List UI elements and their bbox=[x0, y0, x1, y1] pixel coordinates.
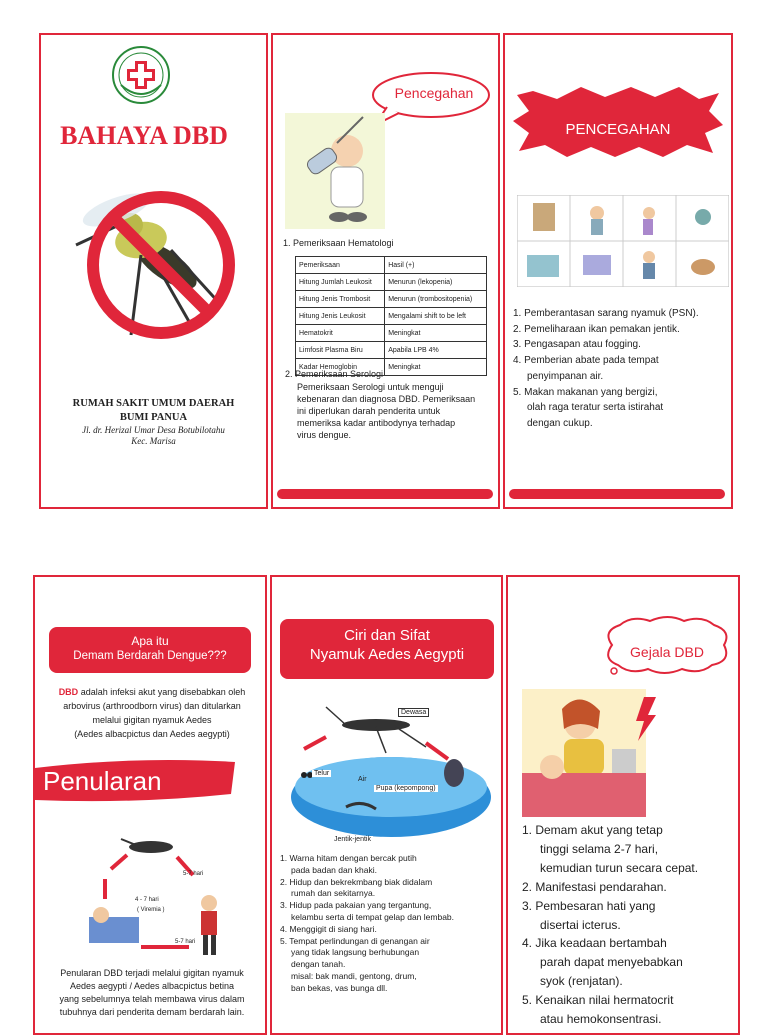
list-line: parah dapat menyebabkan bbox=[540, 955, 683, 970]
table-row bbox=[296, 342, 487, 359]
serology-text bbox=[297, 381, 497, 441]
prevention-grid bbox=[517, 195, 729, 287]
doctor-illustration bbox=[285, 113, 385, 229]
table-cell: Hitung Jenis Trombosit bbox=[296, 291, 385, 308]
lifecycle-illustration bbox=[286, 687, 496, 847]
list-line: Pemeriksaan Serologi untuk menguji bbox=[297, 382, 444, 392]
bubble-text: Pencegahan bbox=[394, 85, 474, 101]
prevention-list bbox=[513, 306, 733, 432]
list-line: syok (renjatan). bbox=[540, 974, 623, 989]
list-line: penyimpanan air. bbox=[527, 370, 604, 382]
symptoms-bubble-text: Gejala DBD bbox=[630, 644, 704, 660]
cycle-label-d: 5-7 hari bbox=[175, 939, 196, 945]
table-cell: Hitung Jenis Leukosit bbox=[296, 308, 385, 325]
list-line: kebenaran dan diagnosa DBD. Pemeriksaan bbox=[297, 394, 476, 404]
panel-prevention bbox=[503, 33, 733, 509]
burst-text: PENCEGAHAN bbox=[565, 121, 671, 138]
list-line: 5. Makan makanan yang bergizi, bbox=[513, 386, 658, 398]
cover-title: BAHAYA DBD bbox=[60, 121, 228, 150]
label-pupa: Pupa (kepompong) bbox=[376, 785, 436, 792]
list-line: yang sebelumnya telah membawa virus dalam bbox=[59, 994, 245, 1004]
table-cell: Kadar Hemoglobin bbox=[296, 359, 385, 376]
table-row bbox=[296, 291, 487, 308]
list-line: 1. Demam akut yang tetap bbox=[522, 823, 663, 837]
list-line: dengan cukup. bbox=[527, 417, 593, 429]
list-line: dengan tanah. bbox=[291, 959, 346, 970]
hematology-title: 1. Pemeriksaan Hematologi bbox=[283, 238, 394, 248]
list-line: 1. Pemberantasan sarang nyamuk (PSN). bbox=[513, 308, 699, 319]
hospital-logo bbox=[111, 45, 171, 105]
table-row bbox=[296, 274, 487, 291]
intro-line: melalui gigitan nyamuk Aedes bbox=[92, 715, 212, 725]
table-cell: Meningkat bbox=[385, 325, 487, 342]
table-cell: Meningkat bbox=[385, 359, 487, 376]
list-line: 2. Manifestasi pendarahan. bbox=[522, 879, 667, 894]
panel-footer-stripe bbox=[277, 489, 493, 499]
table-row bbox=[296, 257, 487, 274]
panel-footer-stripe bbox=[509, 489, 725, 499]
panel-symptoms bbox=[506, 575, 740, 1035]
traits-list bbox=[280, 853, 502, 995]
list-line: disertai icterus. bbox=[540, 917, 621, 932]
cycle-label-c: ( Viremia ) bbox=[137, 907, 165, 913]
list-line: 2. Hidup dan bekrekmbang biak didalam bbox=[280, 876, 433, 887]
table-cell: Pemeriksaan bbox=[296, 257, 385, 274]
table-cell: Limfosit Plasma Biru bbox=[296, 342, 385, 359]
traits-line1: Ciri dan Sifat bbox=[344, 627, 430, 644]
panel-what-is-dbd bbox=[33, 575, 267, 1035]
label-air: Air bbox=[358, 776, 367, 783]
sick-child-illustration bbox=[522, 689, 646, 817]
list-line: virus dengue. bbox=[297, 430, 352, 440]
cycle-label-b: 4 - 7 hari bbox=[135, 897, 159, 903]
label-jentik: Jentik-jentik bbox=[334, 836, 371, 843]
list-line: kelambu serta di tempat gelap dan lembab. bbox=[291, 911, 455, 922]
table-cell: Apabila LPB 4% bbox=[385, 342, 487, 359]
list-line: Aedes aegypti / Aedes albacpictus betina bbox=[69, 981, 235, 991]
penularan-title: Penularan bbox=[43, 766, 162, 796]
intro-line: adalah infeksi akut yang disebabkan oleh bbox=[78, 687, 246, 697]
hospital-name: RUMAH SAKIT UMUM DAERAH bbox=[72, 398, 235, 409]
list-line: 3. Hidup pada pakaian yang tergantung, bbox=[280, 900, 432, 911]
symptoms-list bbox=[522, 821, 738, 1029]
intro-line: arbovirus (arthroodborn virus) dan ditularkan bbox=[63, 701, 241, 711]
list-line: tinggi selama 2-7 hari, bbox=[540, 841, 659, 856]
list-line: ban bekas, vas bunga dll. bbox=[291, 982, 388, 993]
list-line: 5. Tempat perlindungan di genangan air bbox=[280, 935, 430, 946]
label-telur: Telur bbox=[314, 770, 330, 777]
list-line: 5. Kenaikan nilai hermatocrit bbox=[522, 993, 674, 1008]
list-line: pada badan dan khaki. bbox=[291, 864, 378, 875]
table-cell: Menurun (lekopenia) bbox=[385, 274, 487, 291]
list-line: 3. Pembesaran hati yang bbox=[522, 898, 656, 913]
list-line: kemudian turun secara cepat. bbox=[540, 860, 699, 875]
hospital-district: Kec. Marisa bbox=[131, 436, 176, 446]
panel-mosquito-traits bbox=[270, 575, 503, 1035]
table-cell: Hematokrit bbox=[296, 325, 385, 342]
panel-cover bbox=[39, 33, 268, 509]
no-mosquito-illustration bbox=[71, 185, 251, 345]
list-line: ini diperlukan darah penderita untuk bbox=[297, 406, 441, 416]
what-is-line2: Demam Berdarah Dengue??? bbox=[73, 650, 227, 662]
list-line: misal: bak mandi, gentong, drum, bbox=[291, 970, 417, 981]
list-line: memeriksa kadar antibodynya terhadap bbox=[297, 418, 456, 428]
label-dewasa: Dewasa bbox=[398, 708, 429, 717]
hematology-table bbox=[295, 256, 487, 376]
table-cell: Menurun (trombositopenia) bbox=[385, 291, 487, 308]
list-line: olah raga teratur serta istirahat bbox=[527, 402, 664, 414]
list-line: 1. Warna hitam dengan bercak putih bbox=[280, 853, 417, 863]
table-row bbox=[296, 325, 487, 342]
list-line: tubuhnya dari penderita demam berdarah lain. bbox=[59, 1007, 245, 1017]
hospital-name-2: BUMI PANUA bbox=[119, 412, 188, 423]
serology-title: 2. Pemeriksaan Serologi bbox=[285, 369, 384, 379]
list-line: atau hemokonsentrasi. bbox=[540, 1012, 662, 1027]
what-is-box bbox=[49, 627, 251, 673]
list-line: 2. Pemeliharaan ikan pemakan jentik. bbox=[513, 323, 680, 335]
what-is-line1: Apa itu bbox=[131, 634, 169, 648]
table-row bbox=[296, 308, 487, 325]
list-line: 4. Jika keadaan bertambah bbox=[522, 936, 667, 951]
table-cell: Hasil (+) bbox=[385, 257, 487, 274]
list-line: 4. Menggigit di siang hari. bbox=[280, 923, 377, 934]
list-line: 4. Pemberian abate pada tempat bbox=[513, 355, 659, 367]
cycle-label-a: 5-7 hari bbox=[183, 871, 204, 877]
lightning-icon bbox=[634, 697, 658, 741]
traits-box bbox=[280, 619, 494, 679]
list-line: rumah dan sekitarnya. bbox=[291, 888, 376, 899]
panel-diagnosis bbox=[271, 33, 500, 509]
dbd-word: DBD bbox=[58, 687, 79, 697]
list-line: Penularan DBD terjadi melalui gigitan nyamuk bbox=[60, 968, 244, 978]
hospital-address: Jl. dr. Herizal Umar Desa Botubilotahu bbox=[82, 425, 225, 435]
intro-paragraph bbox=[39, 685, 265, 741]
traits-line2: Nyamuk Aedes Aegypti bbox=[309, 646, 465, 663]
transmission-paragraph bbox=[37, 967, 267, 1019]
table-cell: Hitung Jumlah Leukosit bbox=[296, 274, 385, 291]
list-line: yang tidak langsung berhubungan bbox=[291, 947, 420, 958]
table-cell: Mengalami shift to be left bbox=[385, 308, 487, 325]
intro-line: (Aedes albacpictus dan Aedes aegypti) bbox=[74, 729, 230, 739]
list-line: 3. Pengasapan atau fogging. bbox=[513, 339, 641, 351]
